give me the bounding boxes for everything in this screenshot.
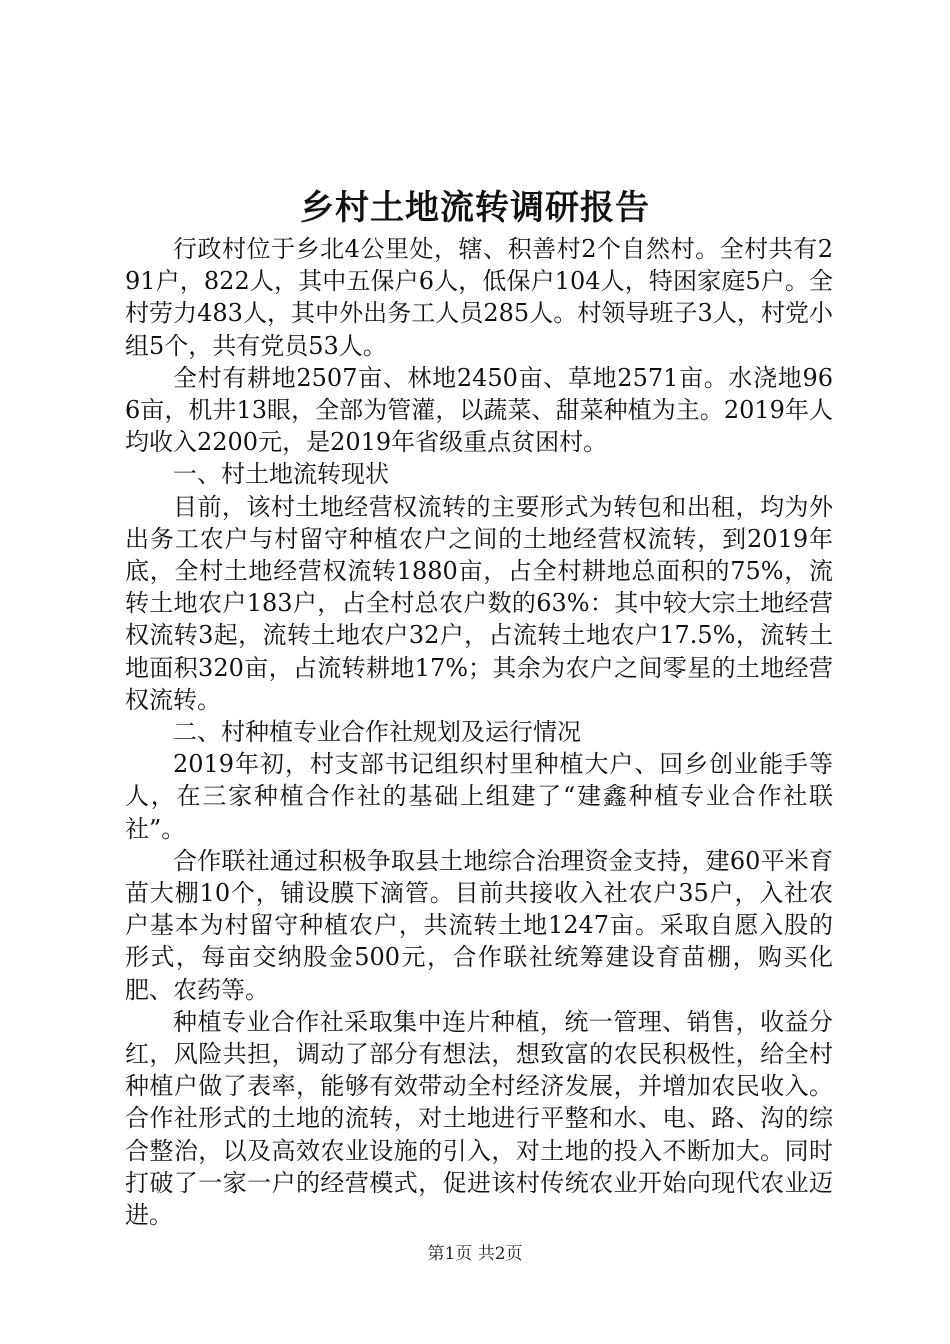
paragraph-land-resources: 全村有耕地2507亩、林地2450亩、草地2571亩。水浇地966亩，机井13眼，全部为管灌，以蔬菜、甜菜种植为主。2019年人均收入2200元，是2019年省级重点贫困村。 — [125, 363, 833, 457]
paragraph-cooperative-founding: 2019年初，村支部书记组织村里种植大户、回乡创业能手等人，在三家种植合作社的基础上组建了“建鑫种植专业合作社联社”。 — [125, 750, 833, 843]
section-heading-1: 一、村土地流转现状 — [173, 460, 389, 489]
paragraph-transfer-status: 目前，该村土地经营权流转的主要形式为转包和出租，均为外出务工农户与村留守种植农户之间的土地经营权流转，到2019年底，全村土地经营权流转1880亩，占全村耕地总面积的75%，流转土地农户183户，占全村总农户数的63%：其中较大宗土地经营权流转3起，流转土地农户32户，占流转土地农户17.5%，流转土地面积320亩，占流转耕地17%；其余为农户之间零星的土地经营权流转。 — [125, 492, 833, 714]
document-title: 乡村土地流转调研报告 — [300, 188, 650, 228]
section-heading-2: 二、村种植专业合作社规划及运行情况 — [173, 718, 581, 747]
paragraph-cooperative-funding: 合作联社通过积极争取县土地综合治理资金支持，建60平米育苗大棚10个，铺设膜下滴管。目前共接收入社农户35户，入社农户基本为村留守种植农户，共流转土地1247亩。采取自愿入股的形式，每亩交纳股金500元，合作联社统筹建设育苗棚，购买化肥、农药等。 — [125, 846, 833, 1004]
document-body — [125, 233, 833, 1231]
paragraph-village-overview: 行政村位于乡北4公里处，辖、积善村2个自然村。全村共有291户，822人，其中五保户6人，低保户104人，特困家庭5户。全村劳力483人，其中外出务工人员285人。村领导班子3人，村党小组5个，共有党员53人。 — [125, 235, 833, 360]
page-number-footer: 第1页 共2页 — [427, 1244, 523, 1264]
paragraph-cooperative-effects: 种植专业合作社采取集中连片种植，统一管理、销售，收益分红，风险共担，调动了部分有想法，想致富的农民积极性，给全村种植户做了表率，能够有效带动全村经济发展，并增加农民收入。合作社形式的土地的流转，对土地进行平整和水、电、路、沟的综合整治，以及高效农业设施的引入，对土地的投入不断加大。同时打破了一家一户的经营模式，促进该村传统农业开始向现代农业迈进。 — [125, 1007, 833, 1230]
